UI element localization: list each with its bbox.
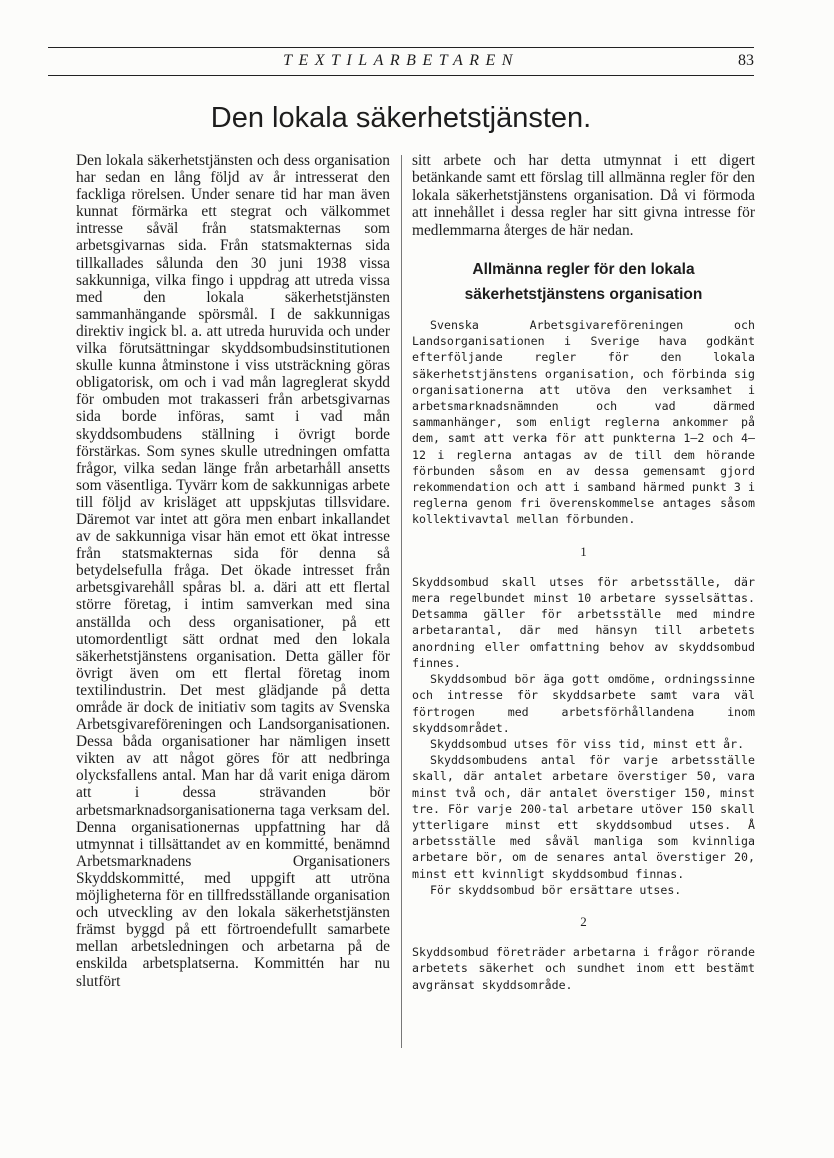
left-column — [76, 152, 390, 990]
preamble: Svenska Arbetsgivareföreningen och Landsorganisationen i Sverige hava godkänt efterföljande regler för den lokala säkerhetstjänstens organisation, och förbinda sig organisationerna att utöva den verksamhet i arbetsmarknadsnämnden och vad därmed sammanhänger, som enligt reglerna ankommer på dem, samt att verka för att punkterna 1—2 och 4—12 i reglerna antagas av de till dem hörande förbunden såsom en av dessa gemensamt gjord rekommendation och att i samband härmed punkt 3 i reglerna genom fri överenskommelse antages såsom kollektivavtal mellan förbunden. — [412, 318, 755, 527]
rule-paragraph: Skyddsombudens antal för varje arbetsställe skall, där antalet arbetare överstiger 50, vara minst två och, där antalet överstiger 150, minst tre. För varje 200-tal arbetare utöver 150 skall ytterligare minst ett skyddsombud utses. Å arbetsställe med såväl manliga som kvinnliga arbetare bör, om de senares antal överstiger 20, minst ett kvinnligt skyddsombud finnas. — [412, 753, 755, 881]
column-divider — [401, 155, 402, 1048]
header-rule-bottom — [48, 75, 754, 76]
section-number-2: 2 — [580, 913, 587, 929]
section-number-1: 1 — [580, 543, 587, 559]
rule-paragraph: Skyddsombud företräder arbetarna i frågor rörande arbetets säkerhet och sundhet inom ett bestämt avgränsat skyddsområde. — [412, 945, 755, 992]
page-number: 83 — [738, 52, 754, 69]
running-title: TEXTILARBETAREN — [283, 52, 519, 69]
left-column-text: Den lokala säkerhetstjänsten och dess organisation har sedan en lång följd av år intresserat den fackliga rörelsen. Under senare tid har man även kunnat förmärka ett stegrat och välkommet intresse såväl från statsmakternas som arbetsgivarnas sida. Från statsmakternas sida tillkallades sålunda den 30 juni 1938 vissa sakkunniga, vilka fingo i uppdrag att utreda vissa med den lokala säkerhetstjänsten sammanhängande spörsmål. I de sakkunnigas direktiv ingick bl. a. att utreda huruvida och under vilka förutsättningar skyddsombudsinstitutionen skulle kunna åtminstone i viss utsträckning göras obligatorisk, om och i vad mån lagreglerat skydd för ombuden mot trakasseri från arbetsgivarnas sida borde införas, samt i vad mån skyddsombudens ställning i övrigt borde förstärkas. Som synes skulle utredningen omfatta frågor, vilka sedan länge från arbetarhåll ansetts som väsentliga. Tyvärr kom de sakkunnigas arbete till följd av krisläget att uppskjutas tillsvidare. Däremot var intet att göra men enbart inkallandet av de sakkunniga visar hän emot ett ökat intresse från statsmakternas sida för denna så betydelsefulla fråga. Det ökade intresset från arbetsgivarehåll spåras bl. a. däri att ett flertal större företag, i intim samverkan med sina anställda och dess organisationer, på ett utomordentligt sätt ordnat med den lokala säkerhetstjänstens organisation. Detta gäller för övrigt även om ett flertal företag inom textilindustrin. Det mest glädjande på detta område är dock de initiativ som tagits av Svenska Arbetsgivareföreningen och Landsorganisationen. Dessa båda organisationer har nämligen insett vikten av att något göres för att nedbringa olycksfallens antal. Man har då varit eniga därom att i dessa strävanden bör arbetsmarknadsorganisationerna taga verksam del. Denna organisationernas uppfattning har då utmynnat i tillsättandet av en kommitté, benämnd Arbetsmarknadens Organisationers Skyddskommitté, med uppgift att utröna möjligheterna för en tillfredsställande organisation och utveckling av den lokala säkerhetstjänsten främst byggd på ett förtroendefullt samarbete mellan arbetsledningen och arbetarna på de enskilda arbetsplatserna. Kommittén har nu slutfört — [76, 152, 390, 990]
rule-paragraph: Skyddsombud bör äga gott omdöme, ordningssinne och intresse för skyddsarbete samt vara väl förtrogen med arbetsförhållandena inom skyddsområdet. — [412, 672, 755, 735]
article-title: Den lokala säkerhetstjänsten. — [210, 102, 592, 134]
rule-paragraph: För skyddsombud bör ersättare utses. — [430, 882, 682, 897]
right-column — [412, 152, 755, 993]
rule-paragraph: Skyddsombud utses för viss tid, minst ett år. — [430, 736, 745, 751]
section-heading: Allmänna regler för den lokala säkerhetstjänstens organisation — [464, 261, 703, 304]
header-rule-top — [48, 47, 754, 48]
rule-paragraph: Skyddsombud skall utses för arbetsställe, där mera regelbundet minst 10 arbetare sysselsättas. Detsamma gäller för arbetsställe med mindre arbetarantal, där med hänsyn till arbetets anordning eller omfattning behov av skyddsombud finnes. — [412, 574, 755, 670]
intro-text: sitt arbete och har detta utmynnat i ett digert betänkande samt ett förslag till allmänna regler för den lokala säkerhetstjänstens organisation. Då vi förmoda att innehållet i dessa regler har sitt givna intresse för medlemmarna återges de här nedan. — [412, 152, 755, 239]
rules-text — [412, 317, 755, 993]
